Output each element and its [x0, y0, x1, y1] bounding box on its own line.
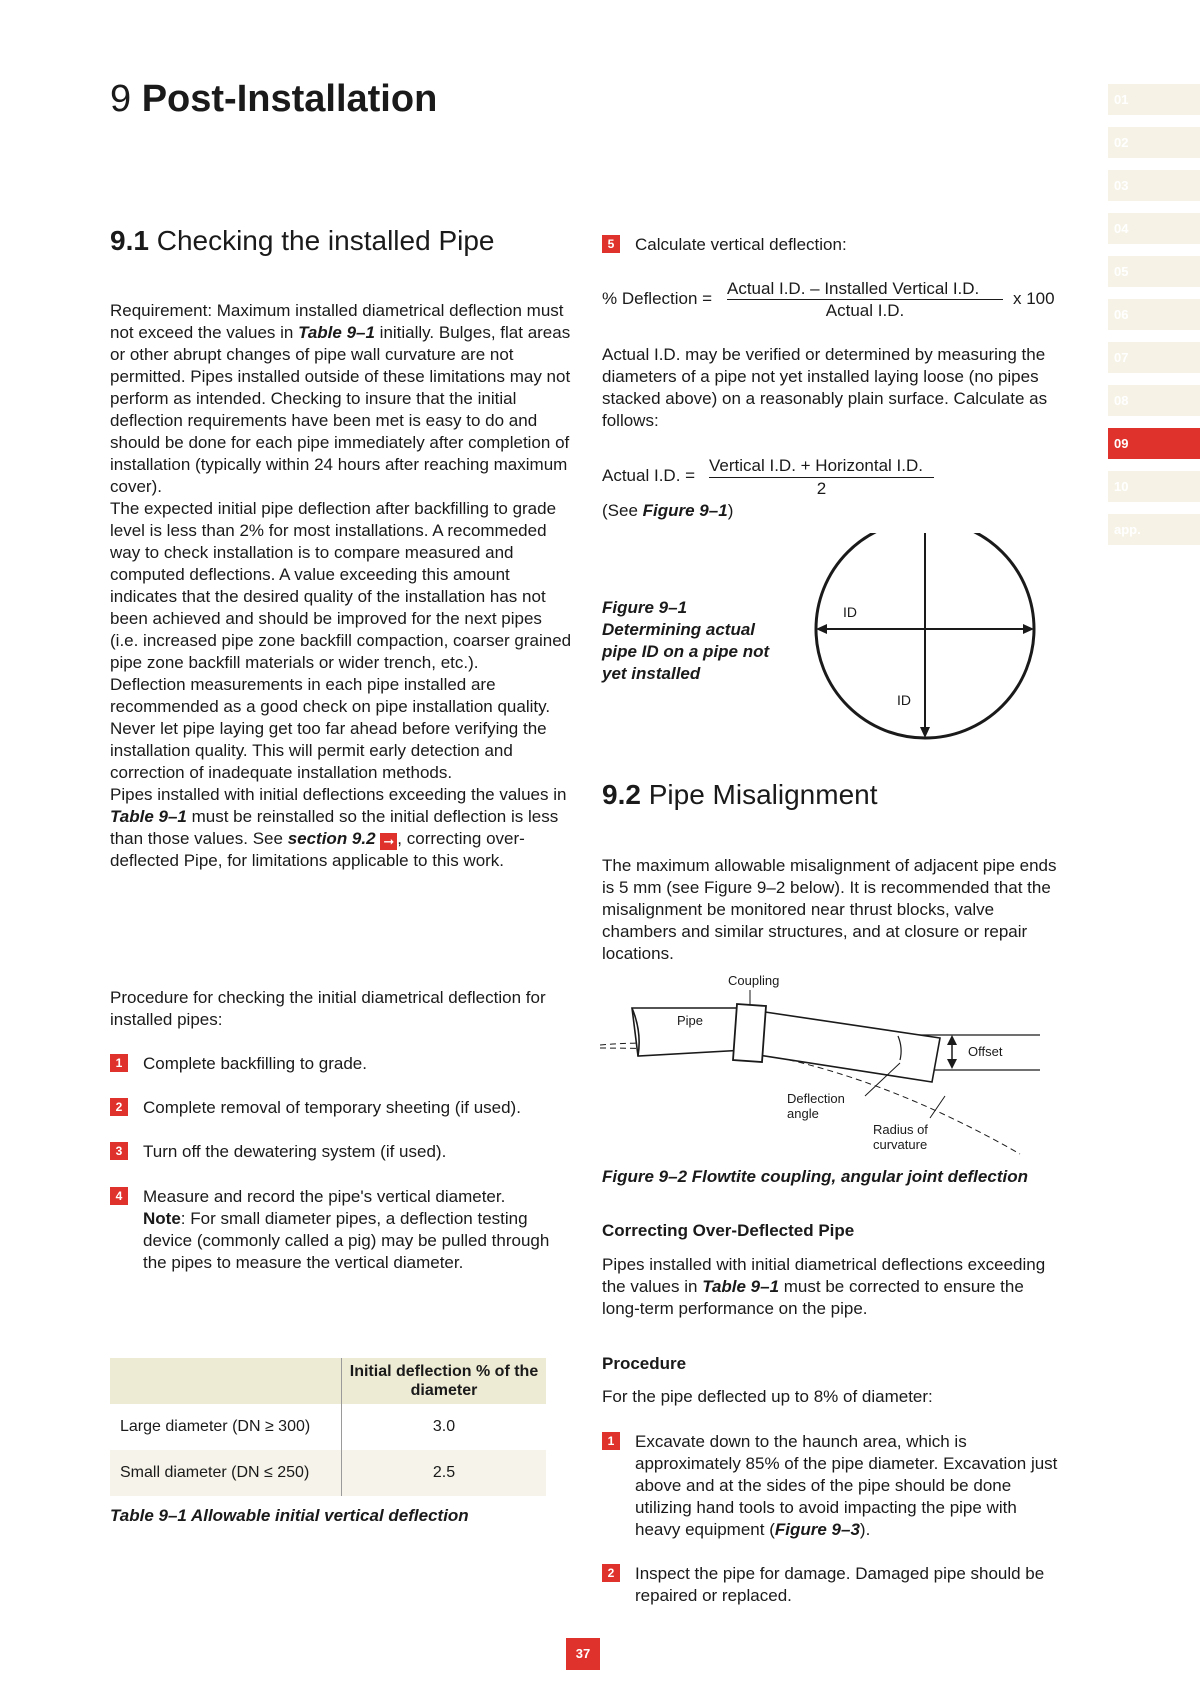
formula-deflection-lhs: % Deflection = — [602, 289, 713, 308]
arrow-left-icon — [816, 624, 827, 634]
paragraph: Requirement: Maximum installed diametrical deflection must not exceed the values in Table 9–1 initially. Bulges, flat areas or other abrupt changes of pipe wall curvature are not permitted. Pipes installed outside of these limitations may not perform as intended. Checking to insure that the initial deflection requirements have been met is easy to do and should be done for each pipe immediately after completion of installation (typically within 24 hours after reaching maximum cover). — [110, 301, 571, 496]
step-number: 1 — [110, 1054, 128, 1072]
step-number: 3 — [110, 1142, 128, 1160]
correcting-paragraph: Pipes installed with initial diametrical deflections exceeding the values in Table 9–1 must be corrected to ensure the long-term performance on the pipe. — [602, 1255, 1046, 1318]
paragraph: The expected initial pipe deflection after backfilling to grade level is less than 2% for most installations. A recommeded way to check installation is to compare measured and computed deflections. A value exceeding this amount indicates that the desired quality of the installation has not been achieved and should be improved for the next pipes (i.e. increased pipe zone backfill compaction, coarser grained pipe zone backfill materials or wider trench, etc.). — [110, 499, 572, 672]
correcting-heading: Correcting Over-Deflected Pipe — [602, 1221, 855, 1240]
id-label-vertical: ID — [897, 692, 911, 708]
tab-09[interactable]: 09 — [1108, 428, 1200, 459]
paragraph: Pipes installed with initial deflections exceeding the values in Table 9–1 must be reinstalled so the initial deflection is less than those values. See section 9.2 ➞ , correcting over-deflected Pipe, for limitations applicable to this work. — [110, 785, 567, 870]
tab-04[interactable]: 04 — [1108, 213, 1200, 244]
tab-08[interactable]: 08 — [1108, 385, 1200, 416]
step-number: 1 — [602, 1432, 620, 1450]
table-row: Small diameter (DN ≤ 250) 2.5 — [110, 1450, 546, 1496]
section-9-2-heading: 9.2 Pipe Misalignment — [602, 779, 878, 810]
chapter-tabs — [1108, 84, 1200, 557]
section-9-1-body — [110, 300, 572, 872]
section-9-1-heading: 9.1 Checking the installed Pipe — [110, 225, 495, 256]
formula-actual-lhs: Actual I.D. = — [602, 466, 696, 485]
formula-actual-numerator: Vertical I.D. + Horizontal I.D. — [709, 456, 923, 475]
formula-deflection-denominator: Actual I.D. — [825, 301, 905, 320]
offset-label: Offset — [968, 1044, 1003, 1059]
id-label-horizontal: ID — [843, 604, 857, 620]
chapter-number: 9 — [110, 78, 132, 120]
curvature-label: curvature — [873, 1137, 928, 1152]
coupling-deflection-diagram — [600, 968, 1040, 1158]
table-row: Large diameter (DN ≥ 300) 3.0 — [110, 1404, 546, 1450]
arrow-down-icon — [920, 727, 930, 738]
coupling — [733, 1004, 766, 1062]
figure-9-2-caption: Figure 9–2 Flowtite coupling, angular joint deflection — [602, 1167, 1028, 1186]
step-number: 2 — [602, 1564, 620, 1582]
tab-07[interactable]: 07 — [1108, 342, 1200, 373]
arrow-right-icon — [1023, 624, 1034, 634]
coupling-label: Coupling — [728, 973, 780, 988]
radius-label: Radius of — [873, 1122, 928, 1137]
arrow-up-icon — [947, 1035, 957, 1045]
arrow-down-icon — [947, 1059, 957, 1069]
figure-9-1-caption: Figure 9–1 Determining actual pipe ID on a pipe not yet installed — [602, 598, 770, 683]
formula-actual-denominator: 2 — [816, 479, 827, 498]
tab-02[interactable]: 02 — [1108, 127, 1200, 158]
misalignment-paragraph: The maximum allowable misalignment of adjacent pipe ends is 5 mm (see Figure 9–2 below). It is recommended that the misalignment be monitored near thrust blocks, valve chambers and similar structures, and at closure or repair locations. — [602, 856, 1057, 963]
tab-03[interactable]: 03 — [1108, 170, 1200, 201]
table-caption: Table 9–1 Allowable initial vertical deflection — [110, 1506, 469, 1525]
actual-id-paragraph: Actual I.D. may be verified or determined by measuring the diameters of a pipe not yet installed laying loose (no pipes stacked above) on a reasonably plain surface. Calculate as follows: — [602, 345, 1048, 430]
pipe-id-diagram — [805, 533, 1045, 743]
deflection-label: Deflection — [787, 1091, 845, 1106]
tab-10[interactable]: 10 — [1108, 471, 1200, 502]
step-number: 2 — [110, 1098, 128, 1116]
pipe-right — [758, 1012, 940, 1082]
formula-deflection-factor: x 100 — [1013, 289, 1055, 308]
step-number: 5 — [602, 235, 620, 253]
page-number: 37 — [566, 1638, 600, 1670]
procedure-intro: Procedure for checking the initial diametrical deflection for installed pipes: — [110, 988, 546, 1029]
deflection-angle-label: angle — [787, 1106, 819, 1121]
see-figure: (See Figure 9–1) — [602, 501, 734, 520]
pipe-label: Pipe — [677, 1013, 704, 1028]
tab-01[interactable]: 01 — [1108, 84, 1200, 115]
chapter-title-text: Post-Installation — [141, 78, 438, 120]
step-number: 4 — [110, 1187, 128, 1205]
tab-06[interactable]: 06 — [1108, 299, 1200, 330]
arrow-right-icon[interactable]: ➞ — [380, 833, 397, 850]
column-header: Initial deflection % of the diameter — [342, 1358, 547, 1404]
procedure-heading: Procedure — [602, 1354, 687, 1373]
paragraph: Deflection measurements in each pipe installed are recommended as a good check on pipe installation quality. Never let pipe laying get too far ahead before verifying the installation quality. This will permit early detection and correction of inadequate installation methods. — [110, 675, 551, 782]
formula-deflection-numerator: Actual I.D. – Installed Vertical I.D. — [727, 279, 980, 298]
chapter-title — [110, 76, 437, 122]
tab-05[interactable]: 05 — [1108, 256, 1200, 287]
tab-app[interactable]: app. — [1108, 514, 1200, 545]
procedure-intro-right: For the pipe deflected up to 8% of diameter: — [602, 1387, 933, 1406]
section-9-2-link[interactable]: section 9.2 — [287, 829, 376, 848]
deflection-table — [110, 1358, 546, 1496]
